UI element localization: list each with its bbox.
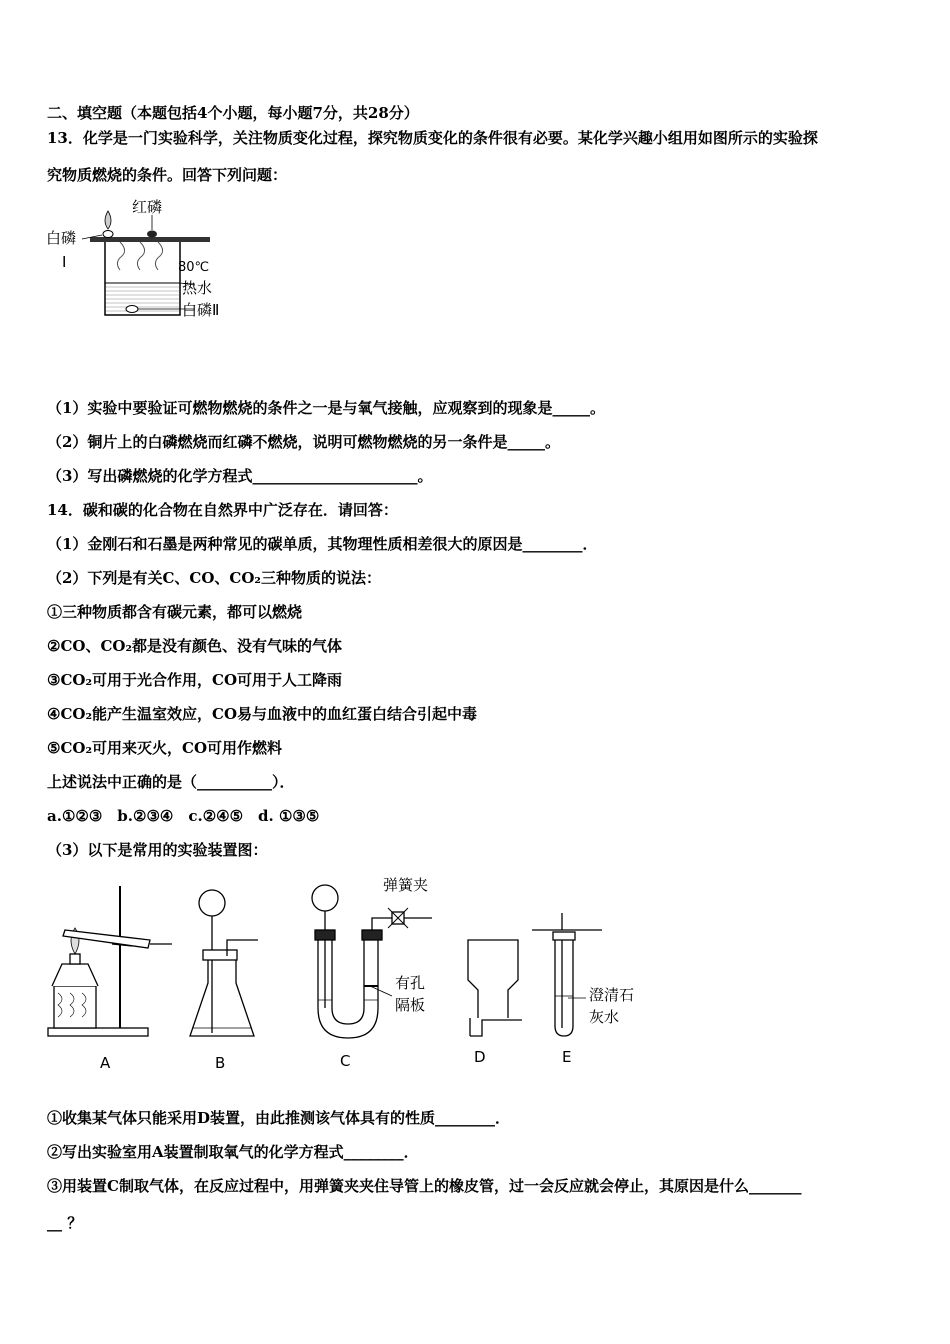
q14-sub2: ②写出实验室用A装置制取氧气的化学方程式________． — [47, 1143, 419, 1161]
label-d: D — [474, 1048, 486, 1066]
q14-stem: 14．碳和碳的化合物在自然界中广泛存在．请回答： — [47, 501, 398, 519]
q14-part1: （1）金刚石和石墨是两种常见的碳单质，其物理性质相差很大的原因是________． — [47, 535, 598, 553]
label-e: E — [562, 1048, 572, 1066]
label-spring-clip: 弹簧夹 — [383, 876, 429, 894]
q13-part1: （1）实验中要验证可燃物燃烧的条件之一是与氧气接触，应观察到的现象是_____。 — [47, 399, 605, 417]
q14-statement-3: ③CO₂可用于光合作用，CO可用于人工降雨 — [47, 671, 343, 689]
label-white-phosphorus-i: 白磷 — [46, 229, 77, 247]
label-limewater-1: 澄清石 — [589, 986, 635, 1004]
label-red-phosphorus: 红磷 — [132, 198, 163, 216]
q13-stem-line1: 13．化学是一门实验科学，关注物质变化过程，探究物质变化的条件很有必要。某化学兴趣小组用如图所示的实验探 — [47, 129, 818, 147]
label-temperature: 80℃ — [178, 260, 210, 275]
steam-icon — [117, 242, 162, 270]
q13-part2: （2）铜片上的白磷燃烧而红磷不燃烧，说明可燃物燃烧的另一条件是_____。 — [47, 433, 560, 451]
water-hatching — [106, 287, 179, 311]
apparatus-d — [468, 940, 522, 1036]
label-i: I — [62, 253, 67, 271]
q14-options: a.①②③ b.②③④ c.②④⑤ d. ①③⑤ — [47, 807, 320, 825]
label-limewater-2: 灰水 — [589, 1008, 620, 1026]
label-a: A — [100, 1054, 111, 1072]
q13-part3: （3）写出磷燃烧的化学方程式______________________。 — [47, 467, 433, 485]
white-phosphorus-ii — [126, 306, 138, 313]
q14-part2: （2）下列是有关C、CO、CO₂三种物质的说法： — [47, 569, 381, 587]
section-title: 二、填空题（本题包括4个小题，每小题7分，共28分） — [47, 104, 419, 122]
lab-apparatus-figure — [40, 868, 660, 1078]
white-phosphorus-i — [103, 231, 113, 238]
label-c: C — [340, 1052, 351, 1070]
flame-icon — [105, 211, 111, 229]
apparatus-c — [312, 885, 432, 1038]
q14-question: 上述说法中正确的是（__________）． — [47, 773, 295, 791]
q14-sub3-line1: ③用装置C制取气体，在反应过程中，用弹簧夹夹住导管上的橡皮管，过一会反应就会停止，其原因是什么_______ — [47, 1177, 802, 1195]
combustion-apparatus-figure — [40, 195, 260, 325]
q14-sub3-line2: __ ？ — [47, 1214, 83, 1232]
red-phosphorus — [147, 231, 157, 238]
q13-stem-line2: 究物质燃烧的条件。回答下列问题： — [47, 166, 288, 184]
q14-sub1: ①收集某气体只能采用D装置，由此推测该气体具有的性质________． — [47, 1109, 511, 1127]
label-perforated-1: 有孔 — [395, 974, 426, 992]
label-white-phosphorus-ii: 白磷Ⅱ — [182, 301, 220, 319]
apparatus-a — [48, 886, 172, 1036]
q14-statement-2: ②CO、CO₂都是没有颜色、没有气味的气体 — [47, 637, 343, 655]
apparatus-b — [190, 890, 258, 1036]
label-perforated-2: 隔板 — [395, 996, 426, 1014]
label-b: B — [215, 1054, 226, 1072]
q14-statement-1: ①三种物质都含有碳元素，都可以燃烧 — [47, 603, 303, 621]
q14-statement-5: ⑤CO₂可用来灭火，CO可用作燃料 — [47, 739, 283, 757]
q14-statement-4: ④CO₂能产生温室效应，CO易与血液中的血红蛋白结合引起中毒 — [47, 705, 478, 723]
beaker — [105, 242, 180, 315]
q14-part3: （3）以下是常用的实验装置图： — [47, 841, 268, 859]
label-hot-water: 热水 — [182, 279, 213, 297]
